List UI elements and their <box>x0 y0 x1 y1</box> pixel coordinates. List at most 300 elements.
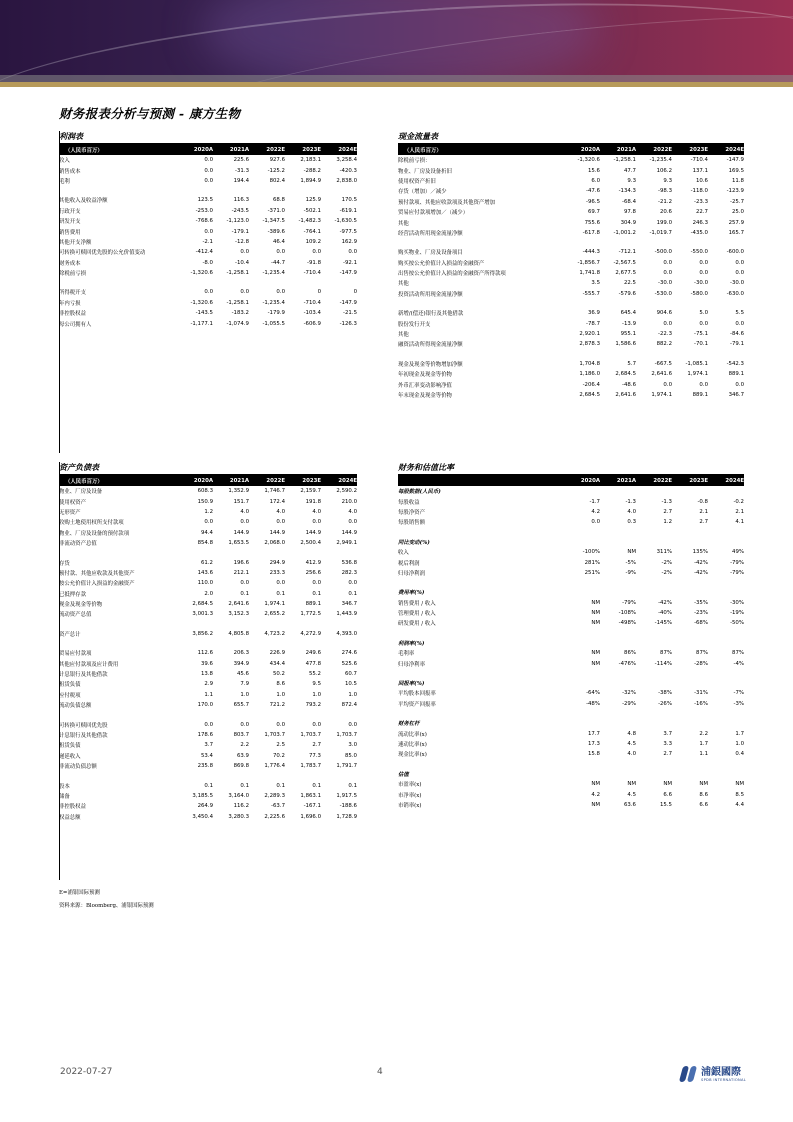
row-label: 归母净利润 <box>398 570 425 577</box>
row-label: 融资活动所得现金流量净额 <box>398 342 463 349</box>
cell-value: -48.6 <box>622 381 636 388</box>
cell-value: 6.0 <box>591 177 600 184</box>
cell-value: -167.1 <box>303 803 321 810</box>
cell-value: NM <box>627 549 636 556</box>
subheading-row <box>398 718 744 728</box>
row-label: 每股净资产 <box>398 509 425 516</box>
cell-value: 63.9 <box>236 752 249 759</box>
table-row <box>398 207 744 217</box>
cell-value: 2,225.6 <box>264 813 285 820</box>
cell-value: 1,783.7 <box>300 763 321 770</box>
table-row <box>59 658 357 668</box>
cell-value: 1,974.1 <box>687 371 708 378</box>
cell-value: -63.7 <box>271 803 285 810</box>
cell-value: -444.3 <box>582 249 600 256</box>
cell-value: 0.0 <box>240 519 249 526</box>
cell-value: -21.2 <box>658 198 672 205</box>
ratios-title: 财务和估值比率 <box>398 462 744 475</box>
cell-value: 8.6 <box>699 791 708 798</box>
cell-value: 15.5 <box>659 801 672 808</box>
income-statement-table <box>59 144 357 329</box>
cell-value: 2.1 <box>735 508 744 515</box>
row-label: 股本 <box>59 783 70 790</box>
cell-value: -42% <box>694 569 708 576</box>
cell-value: 2,878.3 <box>579 341 600 348</box>
cell-value: 0.1 <box>312 590 321 597</box>
table-row <box>398 308 744 318</box>
cell-value: 793.2 <box>305 702 321 709</box>
row-label: 销售费用 <box>59 229 81 236</box>
cell-value: 0.0 <box>312 519 321 526</box>
cell-value: 274.6 <box>341 650 357 657</box>
cell-value: -108% <box>618 610 636 617</box>
cell-value: 927.6 <box>269 157 285 164</box>
subheading-label: 利润率(%) <box>398 640 425 647</box>
cell-value: -92.1 <box>343 259 357 266</box>
cell-value: -8.0 <box>202 259 213 266</box>
row-label: 使用权资产折旧 <box>398 178 436 185</box>
column-header: 2023E <box>672 144 708 155</box>
spacer-row <box>398 760 744 769</box>
cell-value: -555.7 <box>582 290 600 297</box>
cell-value: 889.1 <box>692 392 708 398</box>
cell-value: 3.5 <box>591 280 600 287</box>
table-row <box>398 557 744 567</box>
column-header: 2020A <box>177 144 213 155</box>
cell-value: 22.7 <box>695 209 708 216</box>
row-label: 年初现金及现金等价物 <box>398 372 452 379</box>
table-row <box>398 699 744 709</box>
cell-value: 854.8 <box>197 540 213 547</box>
cell-value: 109.2 <box>305 238 321 245</box>
cell-value: 4.2 <box>591 508 600 515</box>
cell-value: 137.1 <box>692 167 708 174</box>
cell-value: 655.7 <box>233 702 249 709</box>
subheading-row <box>398 769 744 779</box>
row-label: 税后利润 <box>398 560 420 567</box>
cell-value: 0.0 <box>204 167 213 174</box>
cell-value: -764.1 <box>303 228 321 235</box>
cell-value: 0.0 <box>348 580 357 587</box>
cell-value: -435.0 <box>690 229 708 236</box>
row-label: 租赁负债 <box>59 682 81 689</box>
cell-value: 1,703.7 <box>300 732 321 738</box>
cell-value: 1,352.9 <box>228 488 249 495</box>
table-row <box>398 749 744 759</box>
cell-value: 1,772.5 <box>300 611 321 618</box>
cell-value: 1,863.1 <box>300 792 321 799</box>
table-row <box>398 228 744 238</box>
row-label: 除税前亏损 <box>59 271 86 278</box>
cell-value: 2,684.5 <box>192 601 213 608</box>
cell-value: 4.2 <box>591 791 600 798</box>
subheading-row <box>398 678 744 688</box>
cell-value: 9.5 <box>312 681 321 688</box>
table-row <box>398 289 744 299</box>
cell-value: 61.2 <box>200 559 213 566</box>
cell-value: 477.8 <box>305 660 321 667</box>
cell-value: -12.8 <box>235 238 249 245</box>
row-label: 可转换可赎回优先股的公允价值变动 <box>59 250 146 257</box>
cell-value: -2% <box>661 559 672 566</box>
row-label: 已抵押存款 <box>59 591 86 598</box>
cell-value: 206.3 <box>233 650 249 657</box>
row-label: 收入 <box>59 158 70 165</box>
cell-value: 0.0 <box>348 721 357 728</box>
row-label: 股份发行开支 <box>398 321 431 328</box>
row-label: 销售成本 <box>59 168 81 175</box>
logo-chinese-text: 浦銀國際 <box>701 1066 741 1078</box>
row-label: 现金比率(x) <box>398 752 427 759</box>
cell-value: 1.7 <box>699 741 708 747</box>
row-label: 毛利率 <box>398 651 415 658</box>
table-row <box>398 155 744 165</box>
table-row <box>59 669 357 679</box>
table-row <box>59 318 357 328</box>
cell-value: 3,856.2 <box>192 630 213 637</box>
table-row <box>59 599 357 609</box>
row-label: 经营活动所用现金流量净额 <box>398 230 463 237</box>
table-row <box>398 547 744 557</box>
cell-value: -476% <box>618 660 636 667</box>
row-label: 非流动负债总额 <box>59 764 97 771</box>
cell-value: -32% <box>622 690 636 697</box>
cell-value: -125.2 <box>267 167 285 174</box>
spacer-row <box>59 186 357 195</box>
cell-value: -710.4 <box>303 270 321 277</box>
cell-value: 2.7 <box>699 519 708 526</box>
cell-value: 7.9 <box>240 681 249 688</box>
row-label: 购买物业、厂房及设备项目 <box>398 250 463 257</box>
table-row <box>59 216 357 226</box>
cell-value: 4.0 <box>348 508 357 515</box>
cell-value: 191.8 <box>305 498 321 505</box>
subheading-label: 每股数据(人民币) <box>398 489 441 496</box>
cashflow-title: 现金流量表 <box>398 131 744 144</box>
cell-value: 0.1 <box>276 590 285 597</box>
cell-value: 4.0 <box>276 508 285 515</box>
cell-value: 2,949.1 <box>336 540 357 547</box>
cell-value: 2.5 <box>276 742 285 749</box>
cell-value: -712.1 <box>618 249 636 256</box>
table-row <box>59 629 357 639</box>
cell-value: -498% <box>618 620 636 627</box>
cell-value: 0.0 <box>735 270 744 277</box>
cell-value: 0.0 <box>348 519 357 526</box>
cell-value: -3% <box>733 700 744 707</box>
cell-value: -179.1 <box>231 228 249 235</box>
cell-value: 1.1 <box>204 691 213 698</box>
cell-value: -1,320.6 <box>577 157 600 164</box>
row-label: 财务成本 <box>59 260 81 267</box>
table-row <box>398 728 744 738</box>
cell-value: 869.8 <box>233 763 249 770</box>
cell-value: -288.2 <box>303 167 321 174</box>
cell-value: 0.0 <box>240 289 249 296</box>
cell-value: NM <box>591 660 600 667</box>
cell-value: 0.0 <box>312 721 321 728</box>
cell-value: 0.0 <box>276 249 285 256</box>
row-label: 每股收益 <box>398 499 420 506</box>
cell-value: -530.0 <box>654 290 672 297</box>
cell-value: 2.2 <box>240 742 249 749</box>
table-row <box>398 800 744 810</box>
cell-value: -1,085.1 <box>685 360 708 367</box>
cell-value: 2,183.1 <box>300 157 321 164</box>
cell-value: -42% <box>658 599 672 606</box>
spacer-row <box>398 299 744 308</box>
cell-value: 645.4 <box>620 310 636 317</box>
cell-value: 6.6 <box>699 801 708 808</box>
cell-value: 2.7 <box>663 751 672 758</box>
cell-value: 4.5 <box>627 791 636 798</box>
row-label: 租赁负债 <box>59 743 81 750</box>
cell-value: 210.0 <box>341 498 357 505</box>
cell-value: 0.0 <box>312 580 321 587</box>
cell-value: -188.6 <box>339 803 357 810</box>
column-header: 2021A <box>213 475 249 486</box>
cell-value: -30.0 <box>658 280 672 287</box>
spacer-row <box>398 629 744 638</box>
table-row <box>59 268 357 278</box>
table-row <box>59 648 357 658</box>
row-label: 其他 <box>398 220 409 227</box>
cell-value: 4.1 <box>735 519 744 526</box>
cell-value: 178.6 <box>197 732 213 738</box>
cell-value: 110.0 <box>197 580 213 587</box>
cell-value: 144.9 <box>269 529 285 536</box>
cell-value: -1,074.9 <box>226 320 249 327</box>
spacer-row <box>398 238 744 247</box>
cell-value: 1.2 <box>204 508 213 515</box>
cell-value: -126.3 <box>339 320 357 327</box>
row-label: 资产总计 <box>59 631 81 638</box>
table-row <box>398 608 744 618</box>
table-row <box>398 318 744 328</box>
cell-value: -1,347.5 <box>262 218 285 225</box>
cell-value: 235.8 <box>197 763 213 770</box>
cell-value: 2.7 <box>663 508 672 515</box>
cell-value: 1,696.0 <box>300 813 321 820</box>
cell-value: 0.0 <box>699 320 708 327</box>
balance-sheet-table <box>59 475 357 822</box>
table-header-row <box>59 144 357 155</box>
cell-value: -26% <box>658 700 672 707</box>
cell-value: 50.2 <box>272 671 285 678</box>
table-row <box>59 226 357 236</box>
cell-value: 281% <box>584 559 600 566</box>
cell-value: 1.2 <box>663 519 672 526</box>
cell-value: -2% <box>661 569 672 576</box>
cell-value: -183.2 <box>231 310 249 317</box>
cell-value: 1.0 <box>348 691 357 698</box>
cell-value: 1,703.7 <box>336 732 357 738</box>
cell-value: 151.7 <box>233 498 249 505</box>
footnote-estimate: E=浦银国际预测 <box>59 890 100 896</box>
cell-value: 60.7 <box>344 671 357 678</box>
cell-value: 803.7 <box>233 732 249 738</box>
row-label: 外币汇率变动影响净值 <box>398 382 452 389</box>
cell-value: -667.5 <box>654 360 672 367</box>
cell-value: -1,001.2 <box>613 229 636 236</box>
header-banner <box>0 0 793 82</box>
table-row <box>398 789 744 799</box>
cell-value: 755.6 <box>584 219 600 226</box>
cell-value: 0.0 <box>663 259 672 266</box>
cell-value: 1,704.8 <box>579 360 600 367</box>
table-row <box>59 165 357 175</box>
cell-value: -1,055.5 <box>262 320 285 327</box>
cell-value: 4.5 <box>627 741 636 747</box>
row-label: 母公司拥有人 <box>59 321 92 328</box>
row-label: 物业、厂房及设备的预付款项 <box>59 530 130 537</box>
table-row <box>59 801 357 811</box>
cell-value: -30.0 <box>730 280 744 287</box>
cell-value: 0.0 <box>312 249 321 256</box>
column-header: 2021A <box>600 475 636 486</box>
row-label: 计息银行及其他借款 <box>59 733 108 739</box>
cell-value: 0.0 <box>204 177 213 184</box>
cell-value: 3.3 <box>663 741 672 747</box>
cell-value: 4.0 <box>627 508 636 515</box>
table-row <box>398 339 744 349</box>
cell-value: 1,703.7 <box>264 732 285 738</box>
cell-value: 802.4 <box>269 177 285 184</box>
cell-value: -412.4 <box>195 249 213 256</box>
cell-value: -630.0 <box>726 290 744 297</box>
cell-value: 68.8 <box>272 197 285 204</box>
cell-value: 1,586.6 <box>615 341 636 348</box>
cell-value: 17.7 <box>587 730 600 737</box>
cell-value: 536.8 <box>341 559 357 566</box>
cell-value: 70.2 <box>272 752 285 759</box>
cell-value: 0.1 <box>276 782 285 789</box>
cell-value: 49% <box>732 549 744 556</box>
cell-value: -4% <box>733 660 744 667</box>
cell-value: 4,723.2 <box>264 630 285 637</box>
cell-value: 4.0 <box>627 751 636 758</box>
cell-value: 2,500.4 <box>300 540 321 547</box>
subheading-row <box>398 486 744 496</box>
row-label: 可转换可赎回优先股 <box>59 722 108 729</box>
row-label: 购买按公允价值计入损益的金融资产 <box>398 260 485 267</box>
cell-value: 0.0 <box>663 381 672 388</box>
column-header: 2022E <box>249 475 285 486</box>
cell-value: -550.0 <box>690 249 708 256</box>
cell-value: 1,741.8 <box>579 270 600 277</box>
balance-left-rule <box>59 462 60 880</box>
cashflow-table <box>398 144 744 400</box>
cell-value: -502.1 <box>303 207 321 214</box>
cell-value: -38% <box>658 690 672 697</box>
cell-value: -1,856.7 <box>577 259 600 266</box>
cell-value: 4,272.9 <box>300 630 321 637</box>
spacer-row <box>398 528 744 537</box>
row-label: 其他开支净额 <box>59 239 92 246</box>
row-label: 其他应付款项及应计费用 <box>59 661 119 668</box>
row-label: 新增/(偿还)银行及其他借款 <box>398 311 464 318</box>
cell-value: 1,974.1 <box>651 392 672 398</box>
cell-value: 39.6 <box>200 660 213 667</box>
row-label: 归母净利率 <box>398 661 425 668</box>
cell-value: -179.9 <box>267 310 285 317</box>
cell-value: 55.2 <box>308 671 321 678</box>
cell-value: -1,258.1 <box>613 157 636 164</box>
cell-value: 257.9 <box>728 219 744 226</box>
cell-value: 150.9 <box>197 498 213 505</box>
cell-value: 169.5 <box>728 167 744 174</box>
cell-value: -91.8 <box>307 259 321 266</box>
cell-value: 9.3 <box>663 177 672 184</box>
row-label: 收入 <box>398 550 409 557</box>
cell-value: -1,320.6 <box>190 299 213 306</box>
cell-value: 2,641.6 <box>651 371 672 378</box>
cell-value: 1.7 <box>735 730 744 737</box>
cell-value: 87% <box>732 650 744 657</box>
cell-value: 233.3 <box>269 569 285 576</box>
cell-value: 0.0 <box>204 157 213 164</box>
row-label: 计息银行及其他借款 <box>59 672 108 679</box>
table-row <box>59 486 357 496</box>
cell-value: 264.9 <box>197 803 213 810</box>
cell-value: -253.0 <box>195 207 213 214</box>
balance-sheet-title: 资产负债表 <box>59 462 357 475</box>
row-label: 收购土地使用权所支付款项 <box>59 520 124 527</box>
cell-value: 116.3 <box>233 197 249 204</box>
cell-value: NM <box>591 610 600 617</box>
cell-value: 0.0 <box>276 721 285 728</box>
cell-value: 4.0 <box>312 508 321 515</box>
table-row <box>59 751 357 761</box>
cell-value: 0.1 <box>204 782 213 789</box>
cell-value: 0.0 <box>240 721 249 728</box>
cell-value: 249.6 <box>305 650 321 657</box>
cell-value: 199.0 <box>656 219 672 226</box>
cell-value: -50% <box>730 620 744 627</box>
cell-value: 4.0 <box>240 508 249 515</box>
unit-label: （人民币百万） <box>59 475 177 486</box>
cell-value: 0.4 <box>735 751 744 758</box>
cell-value: 20.6 <box>659 209 672 216</box>
cell-value: -68.4 <box>622 198 636 205</box>
cell-value: 212.1 <box>233 569 249 576</box>
column-header: 2023E <box>285 144 321 155</box>
cell-value: 4.4 <box>735 801 744 808</box>
cell-value: -1.7 <box>589 498 600 505</box>
cell-value: 1.0 <box>312 691 321 698</box>
cell-value: 412.9 <box>305 559 321 566</box>
spdb-logo-mark-icon <box>680 1065 698 1083</box>
cell-value: 5.7 <box>627 360 636 367</box>
banner-shadow <box>0 75 793 82</box>
cell-value: 2.0 <box>204 590 213 597</box>
table-header-row <box>398 144 744 155</box>
cell-value: 53.4 <box>200 752 213 759</box>
cell-value: 434.4 <box>269 660 285 667</box>
cell-value: -1,258.1 <box>226 299 249 306</box>
spdb-logo <box>680 1064 746 1084</box>
balance-sheet-section <box>59 462 357 822</box>
spacer-row <box>398 350 744 359</box>
row-label: 除税前亏损： <box>398 158 431 165</box>
row-label: 非控股权益 <box>59 804 86 811</box>
cell-value: 135% <box>692 549 708 556</box>
cell-value: -420.3 <box>339 167 357 174</box>
spacer-row <box>398 669 744 678</box>
table-row <box>59 679 357 689</box>
cell-value: -5% <box>625 559 636 566</box>
cell-value: 904.6 <box>656 310 672 317</box>
